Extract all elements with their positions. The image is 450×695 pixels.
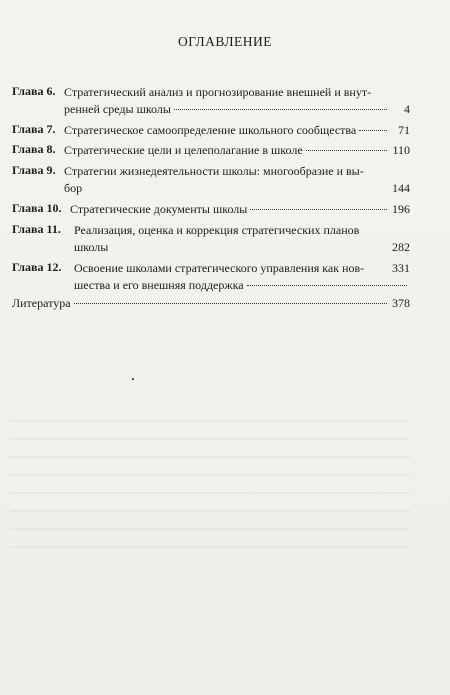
chapter-label: Глава 12. (12, 260, 62, 274)
page-number: 71 (398, 123, 410, 137)
dot-leader (85, 188, 387, 189)
dot-leader (74, 302, 387, 304)
chapter-title-line-1: Реализация, оценка и коррекция стратегических планов (74, 223, 360, 237)
chapter-title-line-1: Стратегические документы школы (70, 202, 248, 216)
chapter-label: Глава 6. (12, 84, 56, 98)
page-number: 110 (392, 143, 410, 157)
chapter-title-line-1: Стратегии жизнедеятельности школы: многообразие и вы- (64, 164, 364, 178)
chapter-label: Глава 10. (12, 201, 62, 215)
chapter-label: Глава 11. (12, 222, 61, 236)
page-number: 378 (392, 296, 410, 310)
chapter-title-line-1: Стратегическое самоопределение школьного сообщества (64, 123, 357, 137)
page-number: 144 (392, 180, 410, 195)
chapter-label: Глава 8. (12, 142, 56, 156)
dot-leader (250, 208, 387, 210)
page-number: 4 (404, 101, 410, 116)
toc-entry-literature[interactable] (12, 296, 410, 311)
ink-speck (132, 378, 134, 380)
chapter-title-line-1: Освоение школами стратегического управления как нов- (74, 261, 365, 275)
chapter-title-line-2: шества и его внешняя поддержка (74, 277, 244, 292)
page-title: ОГЛАВЛЕНИЕ (177, 34, 273, 49)
page-number: 331 (392, 261, 410, 275)
chapter-title-line-1: Стратегические цели и целеполагание в школе (64, 143, 303, 157)
chapter-label: Глава 9. (12, 163, 56, 177)
page-number: 196 (392, 202, 410, 216)
dot-leader (247, 284, 407, 286)
page-number: 282 (392, 239, 410, 254)
chapter-title-line-2: школы (74, 239, 109, 254)
literature-label: Литература (12, 296, 71, 310)
dot-leader (111, 247, 387, 248)
chapter-title-line-2: бор (64, 180, 83, 195)
dot-leader (359, 129, 387, 131)
chapter-title-line-2: ренней среды школы (64, 101, 171, 116)
chapter-title-line-1: Стратегический анализ и прогнозирование внешней и внут- (64, 85, 372, 99)
chapter-label: Глава 7. (12, 122, 56, 136)
dot-leader (174, 108, 387, 110)
dot-leader (306, 149, 387, 151)
